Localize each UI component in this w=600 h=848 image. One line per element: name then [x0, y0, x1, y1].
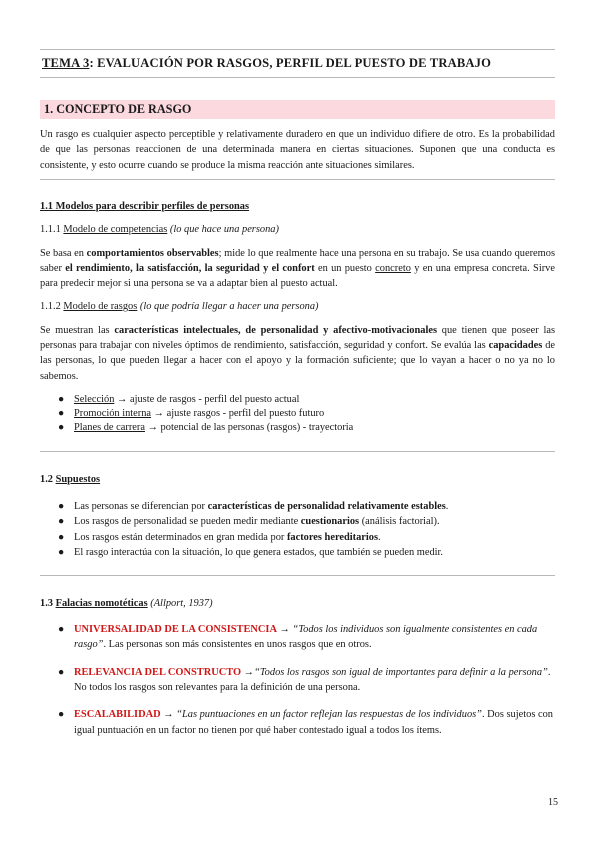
document-page: [40, 0, 555, 738]
doc-title: [42, 56, 555, 71]
model-rasgos-heading: 1.1.2 Modelo de rasgos (lo que podría llegar a hacer una persona): [40, 300, 319, 312]
list-item: ● Promoción interna → ajuste rasgos - perfil del puesto futuro: [58, 407, 325, 419]
model-competencias-heading: 1.1.1 Modelo de competencias (lo que hace una persona): [40, 223, 279, 235]
model-rasgos-name: Modelo de rasgos: [63, 300, 138, 312]
subsection-heading-supuestos: 1.2 Supuestos: [40, 473, 101, 485]
subsection-heading-falacias: 1.3 Falacias nomotéticas (Allport, 1937): [40, 598, 213, 610]
list-item: ● Planes de carrera → potencial de las personas (rasgos) - trayectoria: [58, 421, 354, 433]
title-rest: : EVALUACIÓN POR RASGOS, PERFIL DEL PUESTO DE TRABAJO: [89, 56, 492, 70]
title-divider: [40, 77, 555, 78]
list-item: ● Las personas se diferencian por características de personalidad relativamente estables.: [58, 500, 449, 512]
section-heading-concepto: 1. CONCEPTO DE RASGO: [40, 100, 555, 119]
page-number: 15: [548, 797, 558, 808]
divider-3: [40, 575, 555, 576]
list-item: ● UNIVERSALIDAD DE LA CONSISTENCIA → “Todos los individuos son igualmente consistentes en cada rasgo”. Las personas son más consistentes en unos rasgos que en otros.: [58, 624, 538, 651]
list-item: ● Los rasgos de personalidad se pueden medir mediante cuestionarios (análisis factorial).: [58, 516, 440, 528]
list-item: ● Selección → ajuste de rasgos - perfil del puesto actual: [58, 393, 300, 405]
list-item: ● El rasgo interactúa con la situación, lo que genera estados, que también se pueden medir.: [58, 546, 444, 558]
subsection-heading-modelos: 1.1 Modelos para describir perfiles de personas: [40, 200, 250, 212]
model-rasgos-list: [40, 393, 555, 435]
model-competencias-paragraph: Se basa en comportamientos observables; mide lo que realmente hace una persona en su trabajo. Se usa cuando queremos saber el rendimiento, la satisfacción, la seguridad y el confort en un puesto concreto y en una empresa concreta. Sirve para predecir mejor si una persona se va a adaptar bien al puesto actual.: [40, 247, 555, 290]
section-intro: Un rasgo es cualquier aspecto perceptible y relativamente duradero en que un individuo difiere de otro. Es la probabilidad de que las personas reaccionen de una determinada manera en ciertas situaciones. Suponen que una conducta es consistente, y esto ocurre cuando se produce la misma reacción ante situaciones similares.: [40, 129, 555, 171]
top-divider: [40, 49, 555, 50]
falacias-list: [40, 622, 555, 738]
model-rasgos-paragraph: Se muestran las características intelectuales, de personalidad y afectivo-motivacionales que tienen que poseer las personas para trabajar con niveles óptimos de rendimiento, satisfacción, seguridad y confort. Se evalúa las capacidades de las personas, lo que pueden llegar a hacer con el apoyo y la formación suficiente; que lo vayan a hacer o no ya no lo sabemos.: [40, 324, 556, 382]
list-item: ● Los rasgos están determinados en gran medida por factores hereditarios.: [58, 531, 381, 543]
list-item: ● RELEVANCIA DEL CONSTRUCTO →“Todos los rasgos son igual de importantes para definir a la persona”. No todos los rasgos son relevantes para la definición de una persona.: [58, 666, 551, 694]
title-prefix: TEMA 3: [42, 56, 90, 70]
divider-1: [40, 179, 555, 180]
model-competencias-name: Modelo de competencias: [63, 223, 168, 235]
supuestos-list: [40, 499, 555, 560]
list-item: ● ESCALABILIDAD → “Las puntuaciones en un factor reflejan las respuestas de los individuos”. Dos sujetos con igual puntuación en un factor no tienen por qué haber contestado igual a todos los ítems.: [58, 709, 553, 736]
divider-2: [40, 451, 555, 452]
